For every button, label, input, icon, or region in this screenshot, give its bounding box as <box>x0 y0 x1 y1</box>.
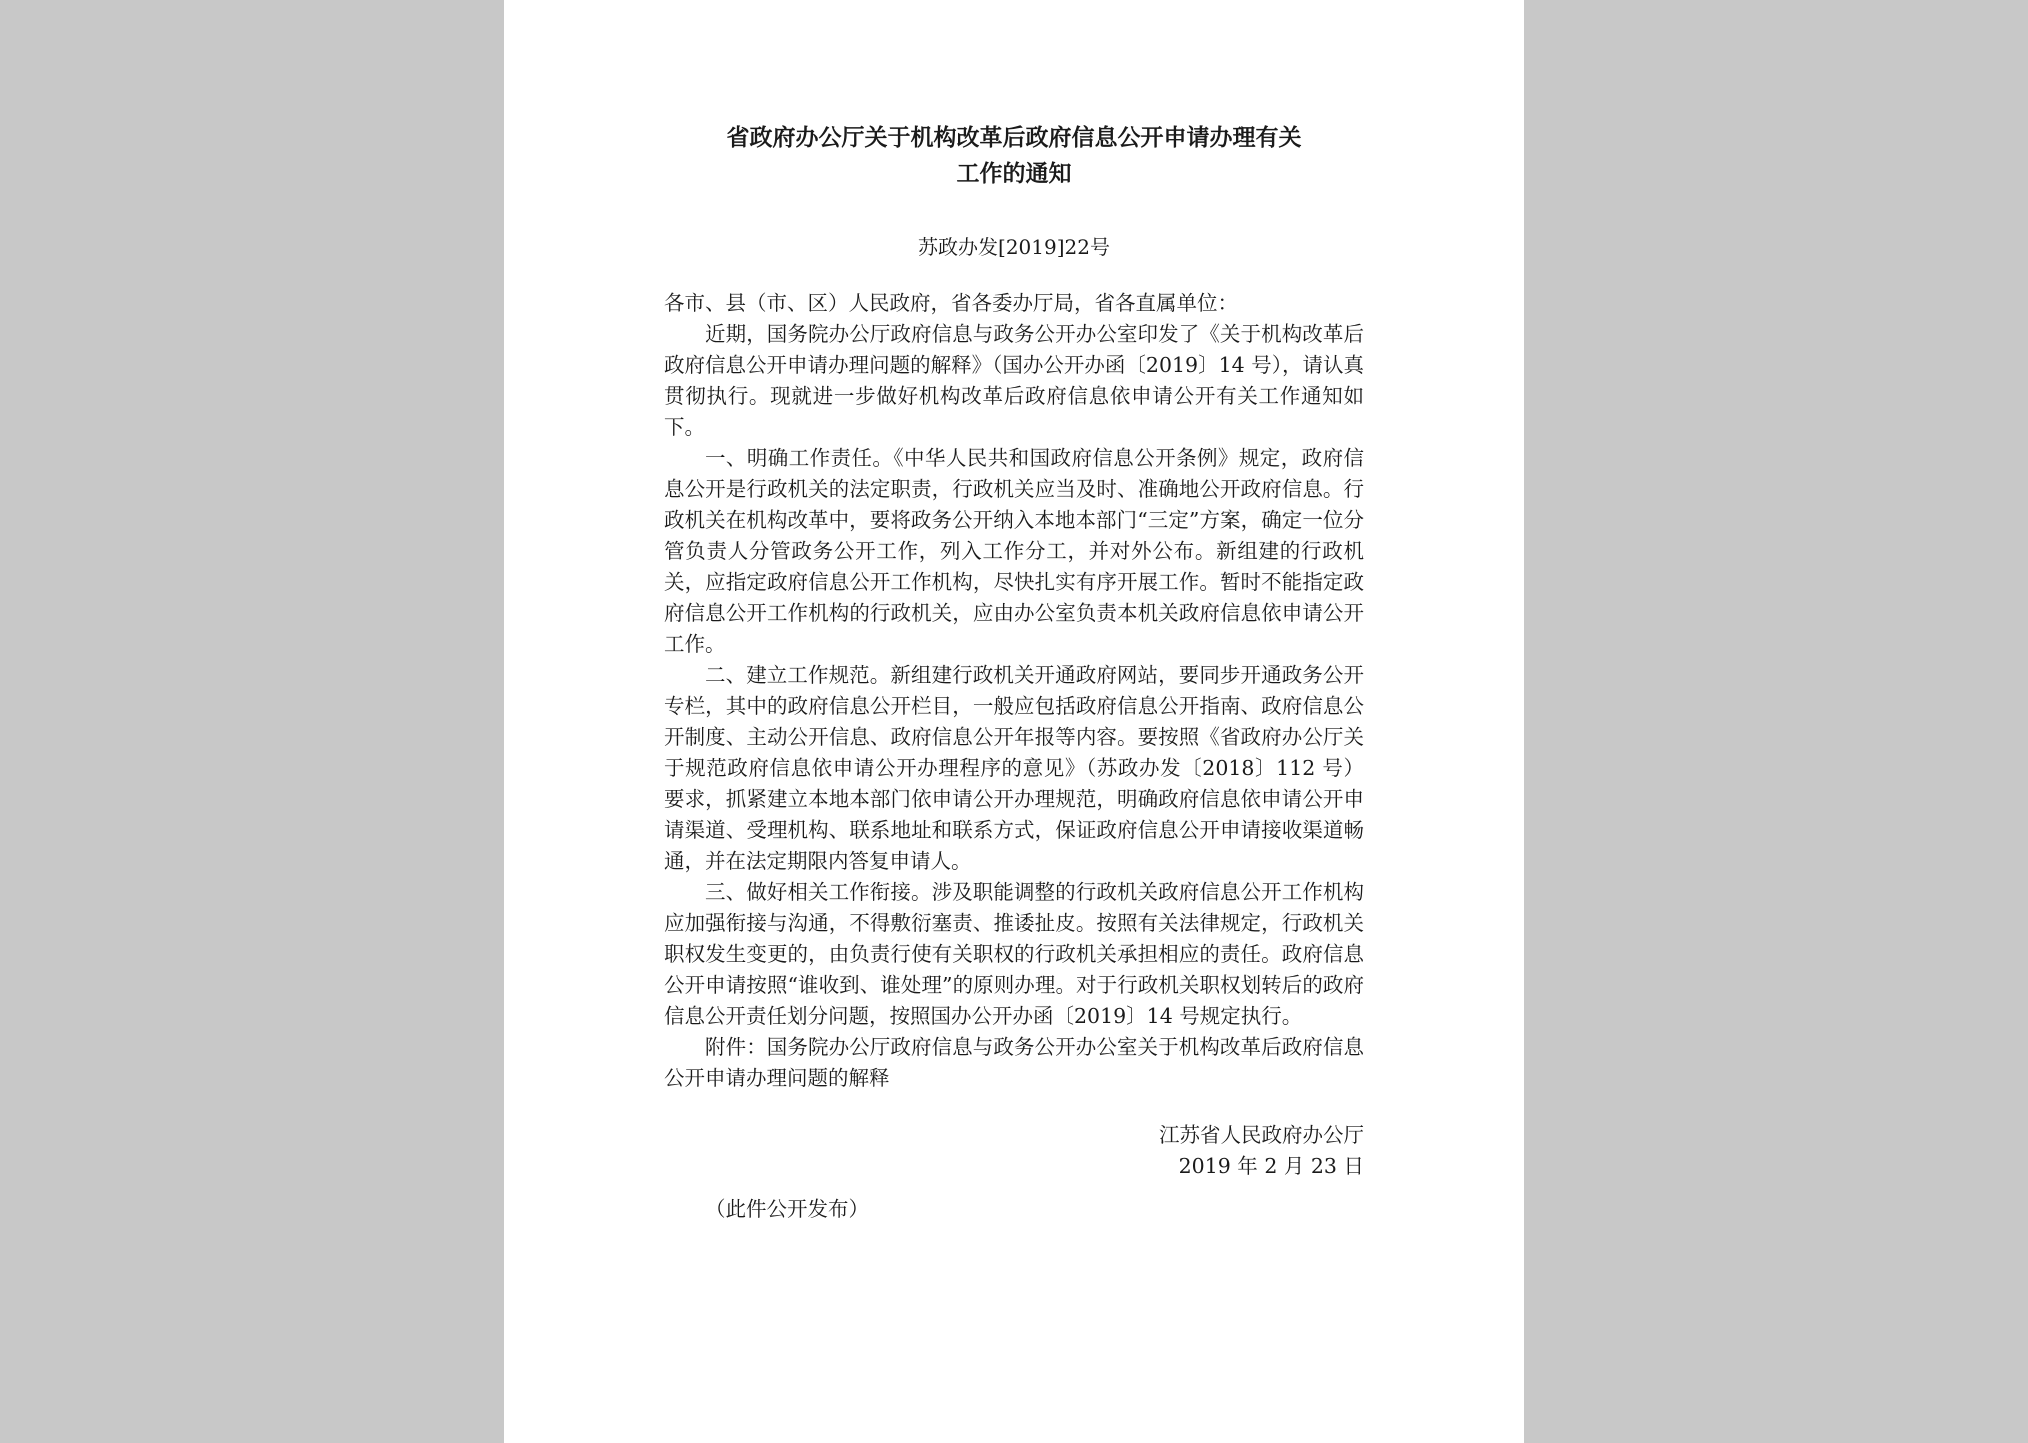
paragraph-section-2: 二、建立工作规范。新组建行政机关开通政府网站，要同步开通政务公开专栏，其中的政府信息公开栏目，一般应包括政府信息公开指南、政府信息公开制度、主动公开信息、政府信息公开年报等内容。要按照《省政府办公厅关于规范政府信息依申请公开办理程序的意见》（苏政办发〔2018〕112 号）要求，抓紧建立本地本部门依申请公开办理规范，明确政府信息依申请公开申请渠道、受理机构、联系地址和联系方式，保证政府信息公开申请接收渠道畅通，并在法定期限内答复申请人。 <box>664 663 1364 873</box>
paragraph-intro: 近期，国务院办公厅政府信息与政务公开办公室印发了《关于机构改革后政府信息公开申请办理问题的解释》（国办公开办函〔2019〕14 号），请认真贯彻执行。现就进一步做好机构改革后政府信息依申请公开有关工作通知如下。 <box>664 322 1364 439</box>
title-line-1: 省政府办公厅关于机构改革后政府信息公开申请办理有关 <box>726 125 1302 151</box>
document-title <box>664 120 1364 192</box>
publish-note: （此件公开发布） <box>705 1197 869 1221</box>
attachment-note: 附件：国务院办公厅政府信息与政务公开办公室关于机构改革后政府信息公开申请办理问题的解释 <box>664 1035 1364 1090</box>
issuer-name: 江苏省人民政府办公厅 <box>1159 1123 1364 1147</box>
document-body <box>664 120 1364 1225</box>
document-number: 苏政办发[2019]22号 <box>918 235 1110 259</box>
paragraph-section-3: 三、做好相关工作衔接。涉及职能调整的行政机关政府信息公开工作机构应加强衔接与沟通，不得敷衍塞责、推诿扯皮。按照有关法律规定，行政机关职权发生变更的，由负责行使有关职权的行政机关承担相应的责任。政府信息公开申请按照“谁收到、谁处理”的原则办理。对于行政机关职权划转后的政府信息公开责任划分问题，按照国办公开办函〔2019〕14 号规定执行。 <box>664 880 1364 1028</box>
document-page <box>504 0 1524 1443</box>
signature-block <box>664 1120 1364 1182</box>
salutation: 各市、县（市、区）人民政府，省各委办厅局，省各直属单位： <box>664 291 1238 315</box>
paragraph-section-1: 一、明确工作责任。《中华人民共和国政府信息公开条例》规定，政府信息公开是行政机关的法定职责，行政机关应当及时、准确地公开政府信息。行政机关在机构改革中，要将政务公开纳入本地本部门“三定”方案，确定一位分管负责人分管政务公开工作，列入工作分工，并对外公布。新组建的行政机关，应指定政府信息公开工作机构，尽快扎实有序开展工作。暂时不能指定政府信息公开工作机构的行政机关，应由办公室负责本机关政府信息依申请公开工作。 <box>664 446 1364 656</box>
title-line-2: 工作的通知 <box>956 161 1072 187</box>
issue-date: 2019 年 2 月 23 日 <box>1178 1154 1364 1178</box>
